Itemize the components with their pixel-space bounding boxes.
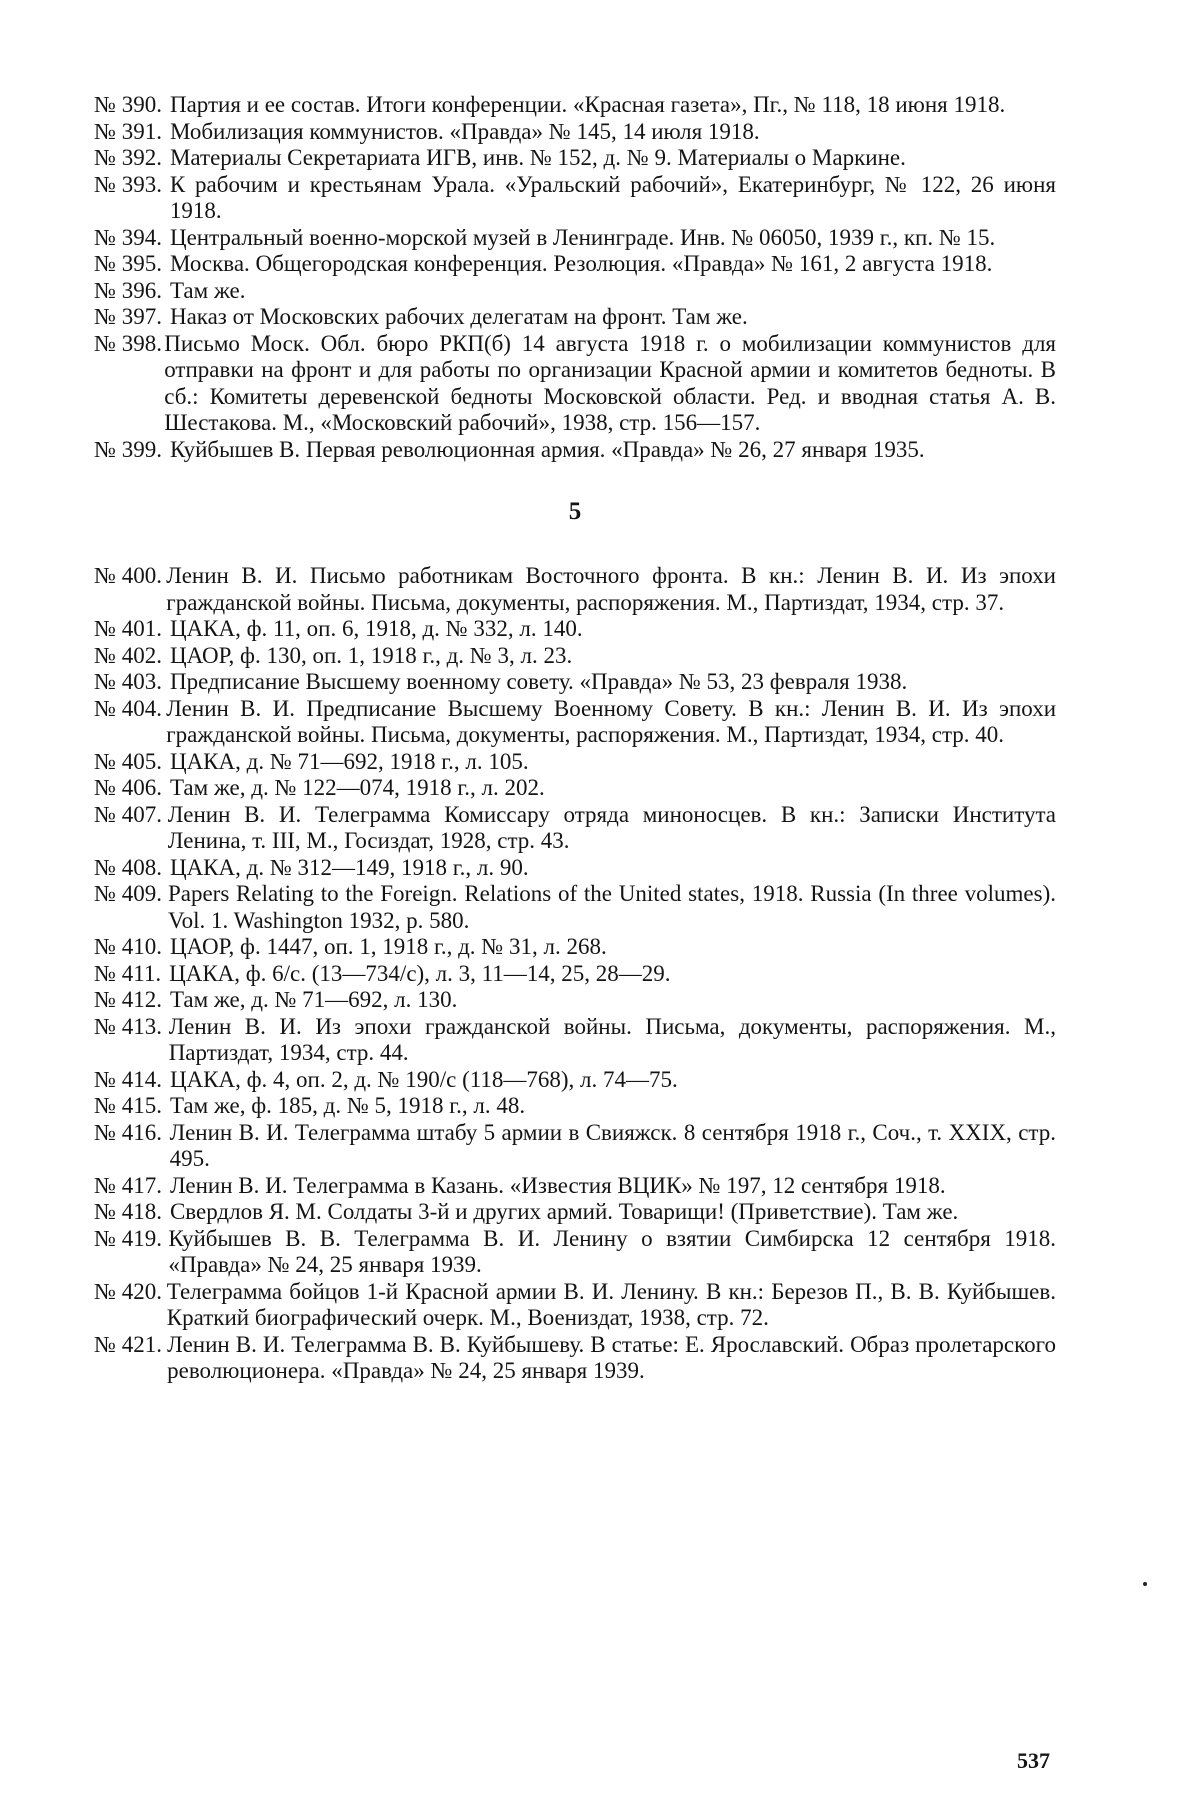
reference-text: Там же.: [169, 277, 246, 303]
reference-text: Там же, д. № 71—692, л. 130.: [169, 987, 458, 1012]
reference-text: Предписание Высшему военному совету. «Правда» № 53, 23 февраля 1938.: [169, 669, 908, 694]
reference-number: № 405.: [94, 748, 162, 774]
reference-number: № 401.: [94, 616, 162, 641]
reference-text: Ленин В. И. Из эпохи гражданской войны. Письма, документы, распоряжения. М., Партиздат, 1934, стр. 44.: [168, 1013, 1056, 1065]
reference-text: ЦАОР, ф. 130, оп. 1, 1918 г., д. № 3, л. 23.: [169, 642, 573, 668]
reference-entry: [94, 437, 1056, 464]
reference-text: Телеграмма бойцов 1-й Красной армии В. И. Ленину. В кн.: Березов П., В. В. Куйбышев. Краткий биографический очерк. М., Воениздат, 1938, стр. 72.: [166, 1278, 1056, 1330]
reference-number: № 416.: [94, 1119, 162, 1145]
number-gap: [162, 278, 170, 305]
reference-number: № 396.: [94, 277, 162, 303]
reference-number: № 420.: [94, 1278, 162, 1304]
reference-text: ЦАКА, ф. 4, оп. 2, д. № 190/с (118—768), л. 74—75.: [169, 1066, 678, 1092]
reference-number: № 393.: [94, 171, 162, 197]
number-gap: [162, 643, 170, 670]
reference-number: № 400.: [94, 563, 162, 588]
number-gap: [162, 1014, 169, 1067]
reference-text: К рабочим и крестьянам Урала. «Уральский рабочий», Екатеринбург, № 122, 26 июня 1918.: [169, 171, 1056, 223]
reference-number: № 411.: [94, 960, 162, 986]
reference-entry: [94, 331, 1056, 437]
references-block-1: [94, 92, 1056, 463]
reference-entry: [94, 1067, 1056, 1094]
reference-entry: [94, 696, 1056, 749]
reference-entry: [94, 987, 1056, 1014]
reference-entry: [94, 1199, 1056, 1226]
number-gap: [162, 145, 170, 172]
reference-text: Письмо Моск. Обл. бюро РКП(б) 14 августа 1918 г. о мобилизации коммунистов для отправки на фронт и для работы по организации Красной армии и комитетов бедноты. В сб.: Комитеты деревенской бедноты Московской области. Ред. и вводная статья А. В. Шестакова. М., «Московский рабочий», 1938, стр. 156—157.: [164, 330, 1056, 435]
reference-number: № 414.: [94, 1066, 162, 1092]
number-gap: [162, 669, 170, 696]
reference-text: Ленин В. И. Телеграмма Комиссару отряда миноносцев. В кн.: Записки Института Ленина, т. III, М., Госиздат, 1928, стр. 43.: [167, 801, 1056, 853]
reference-text: ЦАКА, д. № 71—692, 1918 г., л. 105.: [169, 748, 529, 774]
number-gap: [162, 1199, 170, 1226]
reference-text: Там же, ф. 185, д. № 5, 1918 г., л. 48.: [169, 1093, 526, 1118]
reference-text: ЦАОР, ф. 1447, оп. 1, 1918 г., д. № 31, л. 268.: [169, 934, 607, 959]
reference-text: Центральный военно-морской музей в Ленинграде. Инв. № 06050, 1939 г., кп. № 15.: [169, 224, 996, 250]
reference-text: Куйбышев В. Первая революционная армия. «Правда» № 26, 27 января 1935.: [169, 436, 925, 462]
reference-entry: [94, 881, 1056, 934]
reference-number: № 415.: [94, 1093, 162, 1118]
reference-text: Ленин В. И. Предписание Высшему Военному Совету. В кн.: Ленин В. И. Из эпохи гражданской войны. Письма, документы, распоряжения. М., Партиздат, 1934, стр. 40.: [166, 695, 1056, 747]
number-gap: [161, 961, 169, 988]
reference-entry: [94, 934, 1056, 961]
reference-number: № 417.: [94, 1172, 162, 1198]
reference-text: ЦАКА, ф. 6/с. (13—734/с), л. 3, 11—14, 25, 28—29.: [169, 960, 671, 986]
number-gap: [162, 855, 170, 882]
reference-number: № 408.: [94, 854, 162, 880]
section-heading: 5: [568, 498, 582, 525]
reference-text: Партия и ее состав. Итоги конференции. «Красная газета», Пг., № 118, 18 июня 1918.: [169, 92, 1006, 117]
reference-number: № 418.: [94, 1199, 162, 1224]
reference-number: № 409.: [94, 881, 162, 906]
reference-text: Мобилизация коммунистов. «Правда» № 145, 14 июля 1918.: [169, 118, 760, 144]
reference-text: Москва. Общегородская конференция. Резолюция. «Правда» № 161, 2 августа 1918.: [169, 251, 993, 276]
reference-number: № 419.: [94, 1225, 162, 1251]
number-gap: [162, 92, 170, 119]
reference-entry: [94, 225, 1056, 252]
reference-number: № 392.: [94, 145, 162, 170]
page-number: 537: [1017, 1748, 1050, 1773]
reference-entry: [94, 278, 1056, 305]
reference-text: Ленин В. И. Телеграмма штабу 5 армии в Свияжск. 8 сентября 1918 г., Соч., т. XXIX, стр. 495.: [169, 1119, 1056, 1171]
number-gap: [162, 934, 170, 961]
reference-number: № 398.: [94, 330, 162, 356]
reference-number: № 410.: [94, 934, 162, 959]
reference-number: № 421.: [94, 1331, 162, 1357]
number-gap: [162, 775, 170, 802]
reference-entry: [94, 749, 1056, 776]
reference-entry: [94, 92, 1056, 119]
reference-entry: [94, 1279, 1056, 1332]
reference-entry: [94, 1173, 1056, 1200]
number-gap: [162, 749, 170, 776]
reference-entry: [94, 669, 1056, 696]
number-gap: [162, 172, 170, 225]
reference-text: Ленин В. И. Телеграмма В. В. Куйбышеву. В статье: Е. Ярославский. Образ пролетарского революционера. «Правда» № 24, 25 января 1939.: [167, 1331, 1056, 1383]
reference-entry: [94, 172, 1056, 225]
reference-entry: [94, 802, 1056, 855]
number-gap: [162, 119, 170, 146]
number-gap: [162, 437, 170, 464]
reference-entry: [94, 563, 1056, 616]
reference-text: Ленин В. И. Телеграмма в Казань. «Известия ВЦИК» № 197, 12 сентября 1918.: [169, 1172, 946, 1198]
reference-number: № 413.: [94, 1013, 162, 1039]
reference-number: № 390.: [94, 92, 162, 117]
number-gap: [162, 304, 170, 331]
reference-entry: [94, 145, 1056, 172]
reference-number: № 394.: [94, 224, 162, 250]
reference-text: Свердлов Я. М. Солдаты 3-й и других армий. Товарищи! (Приветствие). Там же.: [169, 1199, 959, 1224]
number-gap: [162, 987, 170, 1014]
reference-entry: [94, 855, 1056, 882]
scan-speck: [1143, 1582, 1147, 1586]
reference-entry: [94, 1093, 1056, 1120]
reference-entry: [94, 1120, 1056, 1173]
reference-number: № 395.: [94, 251, 162, 276]
reference-entry: [94, 643, 1056, 670]
reference-number: № 412.: [94, 987, 162, 1012]
reference-entry: [94, 304, 1056, 331]
reference-entry: [94, 961, 1056, 988]
reference-text: ЦАКА, ф. 11, оп. 6, 1918, д. № 332, л. 140.: [169, 616, 583, 641]
number-gap: [162, 1173, 170, 1200]
reference-text: Там же, д. № 122—074, 1918 г., л. 202.: [169, 775, 545, 800]
reference-text: Ленин В. И. Письмо работникам Восточного фронта. В кн.: Ленин В. И. Из эпохи гражданской войны. Письма, документы, распоряжения. М., Партиздат, 1934, стр. 37.: [166, 563, 1056, 615]
reference-number: № 391.: [94, 118, 162, 144]
number-gap: [162, 225, 170, 252]
reference-text: ЦАКА, д. № 312—149, 1918 г., л. 90.: [169, 854, 529, 880]
reference-entry: [94, 1014, 1056, 1067]
reference-entry: [94, 251, 1056, 278]
number-gap: [162, 1120, 170, 1173]
number-gap: [162, 616, 170, 643]
reference-entry: [94, 775, 1056, 802]
reference-number: № 397.: [94, 304, 162, 329]
reference-text: Материалы Секретариата ИГВ, инв. № 152, д. № 9. Материалы о Маркине.: [169, 145, 906, 170]
reference-text: Наказ от Московских рабочих делегатам на фронт. Там же.: [169, 304, 748, 329]
reference-text: Papers Relating to the Foreign. Relations of the United states, 1918. Russia (In three volumes). Vol. 1. Washington 1932, p. 580.: [167, 881, 1056, 933]
reference-entry: [94, 1332, 1056, 1385]
number-gap: [162, 1093, 170, 1120]
references-block-2: [94, 563, 1056, 1385]
reference-number: № 403.: [94, 669, 162, 694]
reference-number: № 399.: [94, 436, 162, 462]
reference-entry: [94, 616, 1056, 643]
reference-text: Куйбышев В. В. Телеграмма В. И. Ленину о взятии Симбирска 12 сентября 1918. «Правда» № 24, 25 января 1939.: [168, 1225, 1056, 1277]
reference-entry: [94, 119, 1056, 146]
reference-number: № 407.: [94, 801, 162, 827]
reference-number: № 404.: [94, 695, 162, 721]
number-gap: [162, 251, 170, 278]
reference-entry: [94, 1226, 1056, 1279]
reference-number: № 402.: [94, 642, 162, 668]
reference-number: № 406.: [94, 775, 162, 800]
bibliography-page: [94, 92, 1056, 1385]
number-gap: [162, 1067, 170, 1094]
